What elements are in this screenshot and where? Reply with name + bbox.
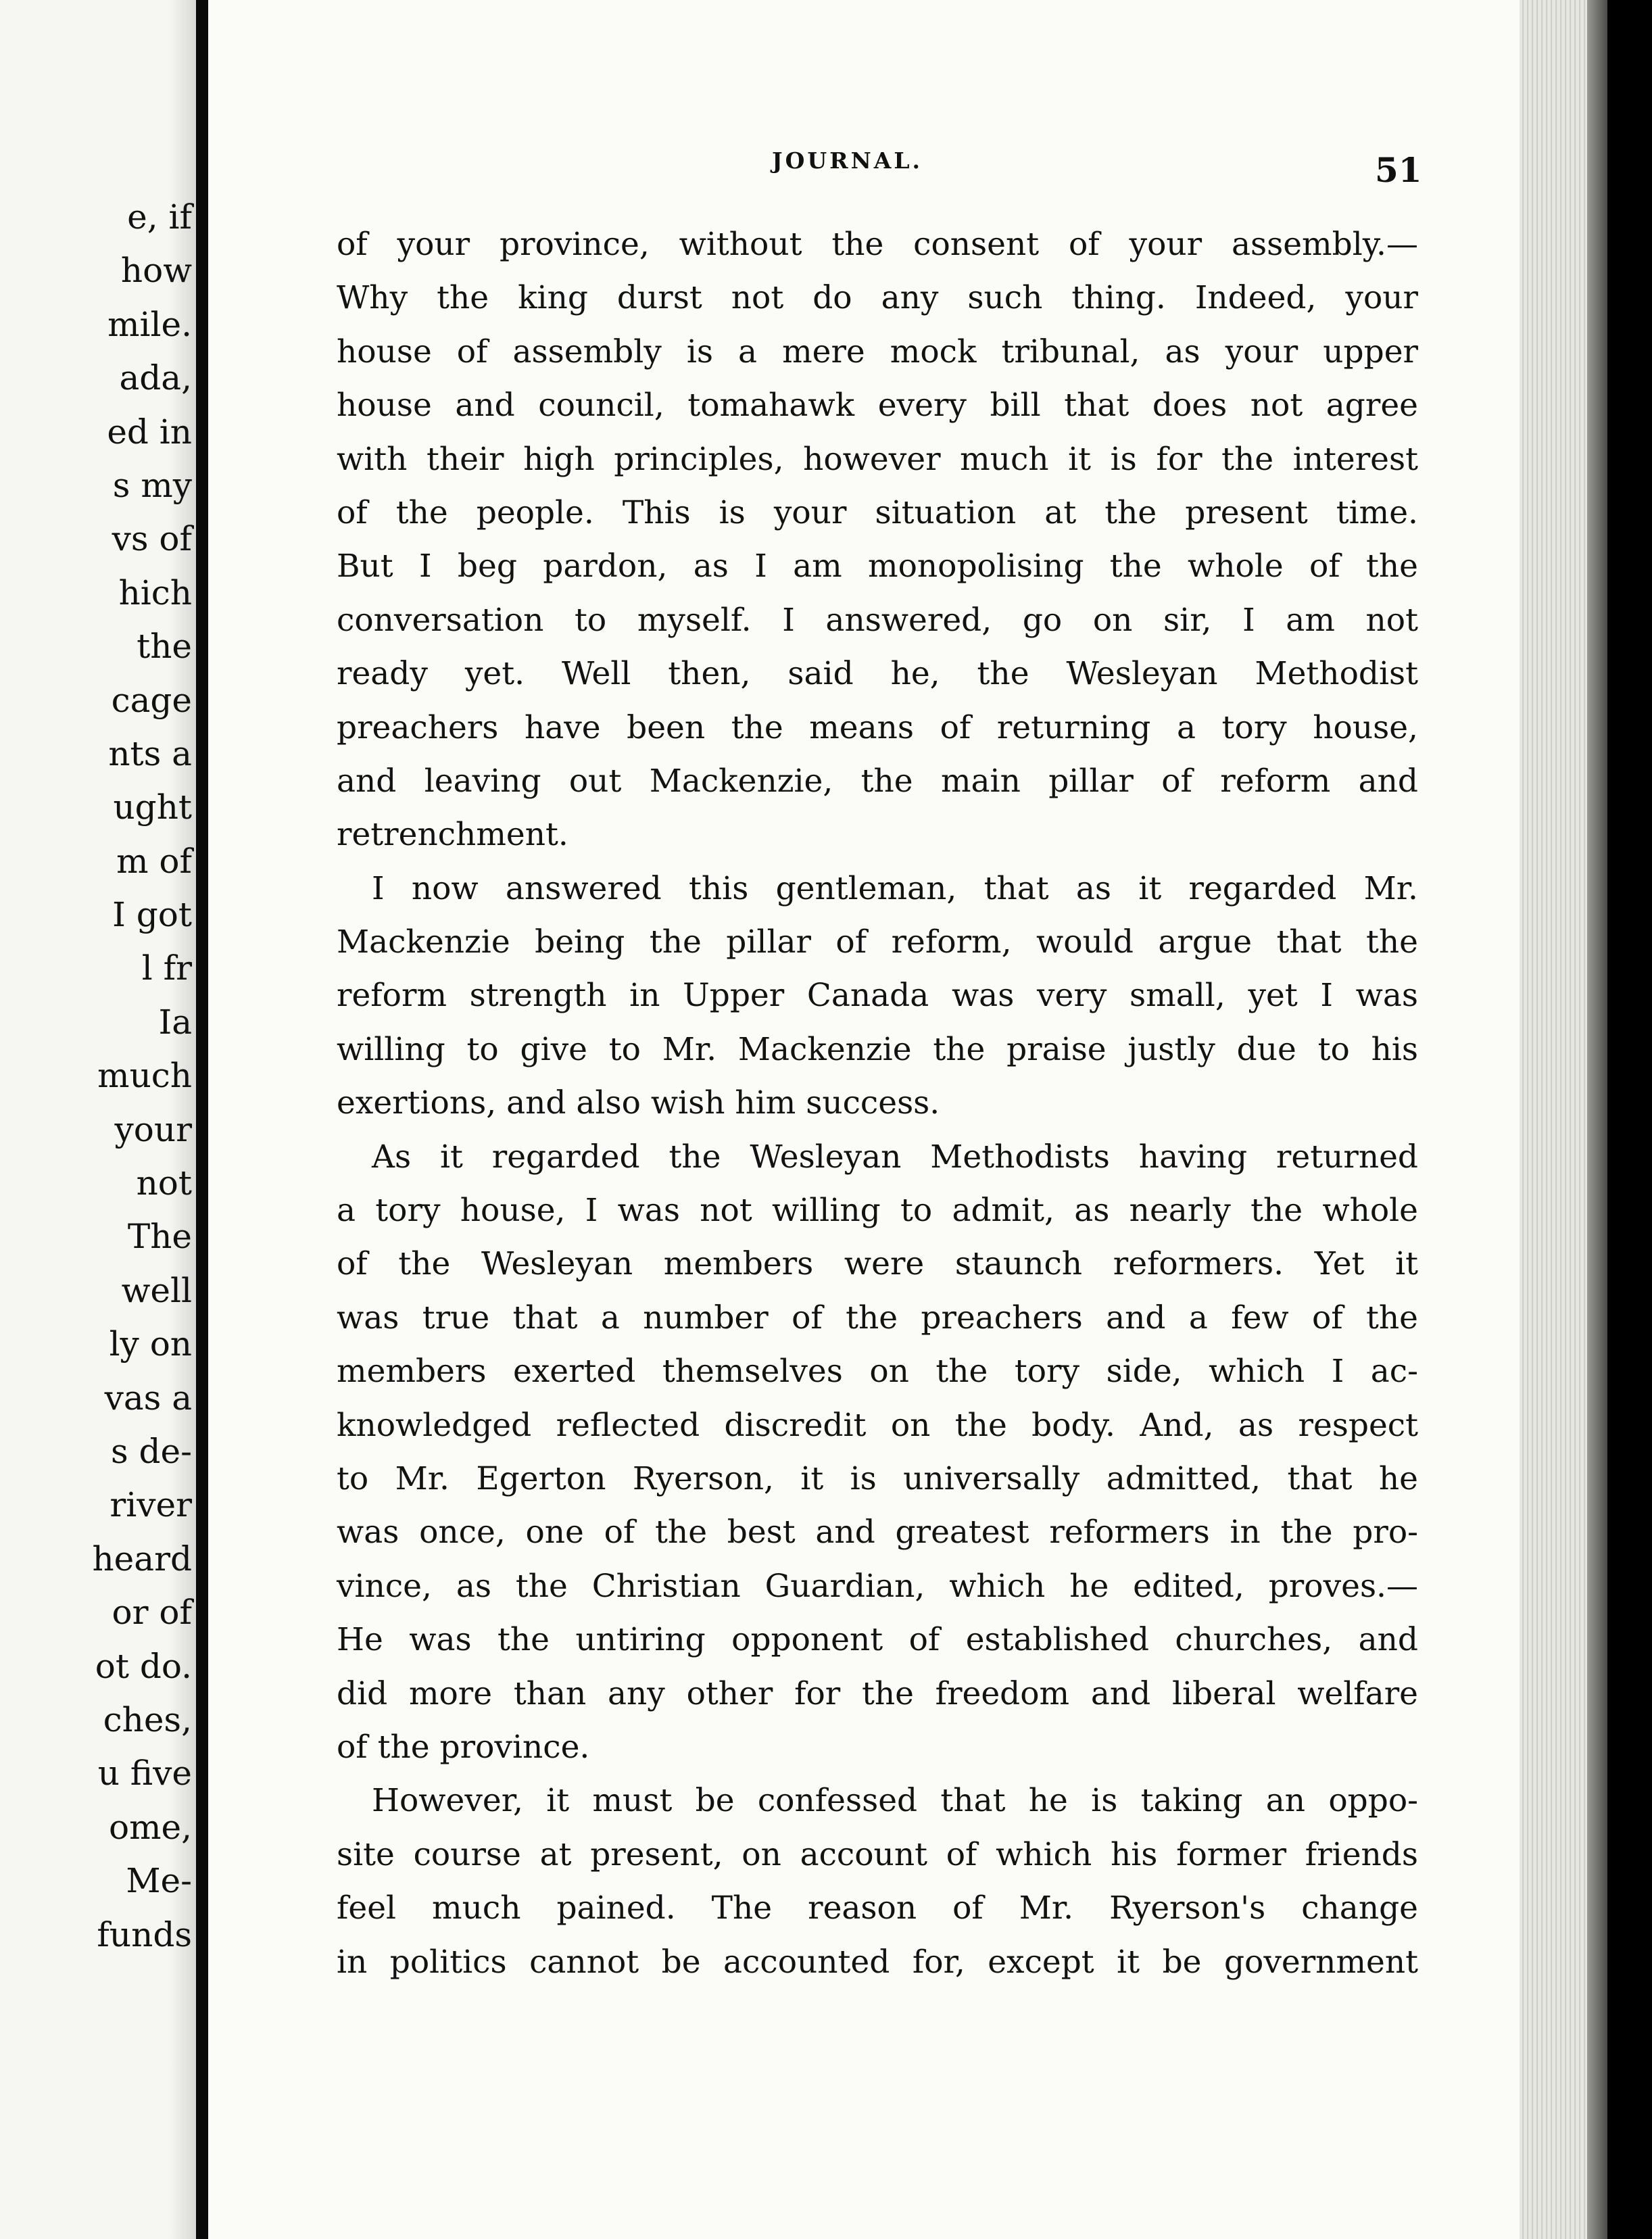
facing-page-text (0, 191, 192, 1962)
text-line: members exerted themselves on the tory side, which I ac- (337, 1353, 1418, 1391)
text-line: a tory house, I was not willing to admit, as nearly the whole (337, 1192, 1418, 1230)
facing-page-line-fragment: nts a (108, 733, 192, 773)
text-line: retrenchment. (337, 816, 568, 854)
facing-page-line-fragment: or of (112, 1593, 192, 1633)
facing-page-line-fragment: the (137, 627, 192, 667)
text-line: was once, one of the best and greatest reformers in the pro- (337, 1514, 1418, 1551)
text-line: house of assembly is a mere mock tribunal, as your upper (337, 333, 1418, 370)
facing-page-left (0, 0, 196, 2239)
text-line: Why the king durst not do any such thing. Indeed, your (337, 279, 1418, 317)
text-line: I now answered this gentleman, that as it regarded Mr. (372, 869, 1418, 907)
facing-page-line-fragment: vas a (104, 1378, 192, 1418)
facing-page-line-fragment: s de- (110, 1431, 192, 1471)
text-line: But I beg pardon, as I am monopolising the whole of the (337, 548, 1418, 585)
running-head: JOURNAL. (772, 147, 923, 174)
facing-page-line-fragment: ome, (109, 1807, 192, 1847)
text-line: of the province. (337, 1728, 590, 1766)
facing-page-line-fragment: ada, (119, 358, 192, 398)
facing-page-line-fragment: river (110, 1485, 192, 1525)
facing-page-line-fragment: your (114, 1109, 192, 1149)
body-text (337, 218, 1418, 1989)
facing-page-line-fragment: heard (92, 1539, 192, 1579)
facing-page-line-fragment: u five (97, 1754, 192, 1793)
book-spine-gap (196, 0, 208, 2239)
facing-page-line-fragment: ches, (103, 1700, 192, 1739)
facing-page-line-fragment: The (127, 1217, 192, 1257)
facing-page-line-fragment: well (121, 1270, 192, 1310)
text-line: conversation to myself. I answered, go on sir, I am not (337, 601, 1418, 639)
text-line: Mackenzie being the pillar of reform, would argue that the (337, 923, 1418, 961)
facing-page-line-fragment: cage (111, 680, 192, 720)
facing-page-line-fragment: I got (112, 895, 192, 935)
page-edge-shadow (1587, 0, 1607, 2239)
text-line: to Mr. Egerton Ryerson, it is universally admitted, that he (337, 1460, 1418, 1497)
text-line: preachers have been the means of returning a tory house, (337, 708, 1418, 746)
text-line: of your province, without the consent of your assembly.— (337, 226, 1418, 263)
facing-page-line-fragment: not (136, 1163, 192, 1203)
facing-page-line-fragment: e, if (127, 197, 192, 237)
text-line: was true that a number of the preachers and a few of the (337, 1299, 1418, 1337)
facing-page-line-fragment: Me- (126, 1861, 192, 1901)
facing-page-line-fragment: Ia (158, 1002, 192, 1042)
text-line: in politics cannot be accounted for, except it be government (337, 1943, 1418, 1981)
scan-border (1607, 0, 1652, 2239)
text-line: willing to give to Mr. Mackenzie the praise justly due to his (337, 1030, 1418, 1068)
facing-page-line-fragment: m of (116, 841, 192, 881)
text-line: of the Wesleyan members were staunch reformers. Yet it (337, 1245, 1418, 1283)
facing-page-line-fragment: ot do. (95, 1646, 192, 1686)
text-line: reform strength in Upper Canada was very small, yet I was (337, 977, 1418, 1015)
facing-page-line-fragment: s my (112, 465, 192, 505)
text-line: However, it must be confessed that he is taking an oppo- (372, 1782, 1418, 1820)
text-line: As it regarded the Wesleyan Methodists having returned (372, 1138, 1418, 1176)
text-line: ready yet. Well then, said he, the Wesleyan Methodist (337, 655, 1418, 693)
facing-page-line-fragment: vs of (112, 519, 192, 559)
text-line: He was the untiring opponent of established churches, and (337, 1621, 1418, 1659)
text-line: site course at present, on account of which his former friends (337, 1835, 1418, 1873)
facing-page-line-fragment: ught (113, 788, 192, 827)
facing-page-line-fragment: l fr (141, 948, 192, 988)
text-line: feel much pained. The reason of Mr. Ryerson's change (337, 1889, 1418, 1927)
facing-page-line-fragment: much (97, 1056, 192, 1096)
text-line: house and council, tomahawk every bill that does not agree (337, 387, 1418, 425)
facing-page-line-fragment: hich (118, 573, 192, 612)
text-line: vince, as the Christian Guardian, which he edited, proves.— (337, 1567, 1418, 1605)
text-line: exertions, and also wish him success. (337, 1084, 940, 1122)
page-number: 51 (1375, 150, 1422, 190)
facing-page-line-fragment: how (120, 251, 192, 291)
text-line: knowledged reflected discredit on the body. And, as respect (337, 1406, 1418, 1444)
facing-page-line-fragment: funds (97, 1915, 192, 1954)
text-line: with their high principles, however much it is for the interest (337, 440, 1418, 478)
text-line: did more than any other for the freedom and liberal welfare (337, 1675, 1418, 1712)
facing-page-line-fragment: mile. (107, 304, 192, 344)
text-line: and leaving out Mackenzie, the main pillar of reform and (337, 762, 1418, 800)
text-line: of the people. This is your situation at the present time. (337, 493, 1418, 531)
facing-page-line-fragment: ed in (107, 412, 192, 452)
facing-page-line-fragment: ly on (109, 1324, 192, 1364)
